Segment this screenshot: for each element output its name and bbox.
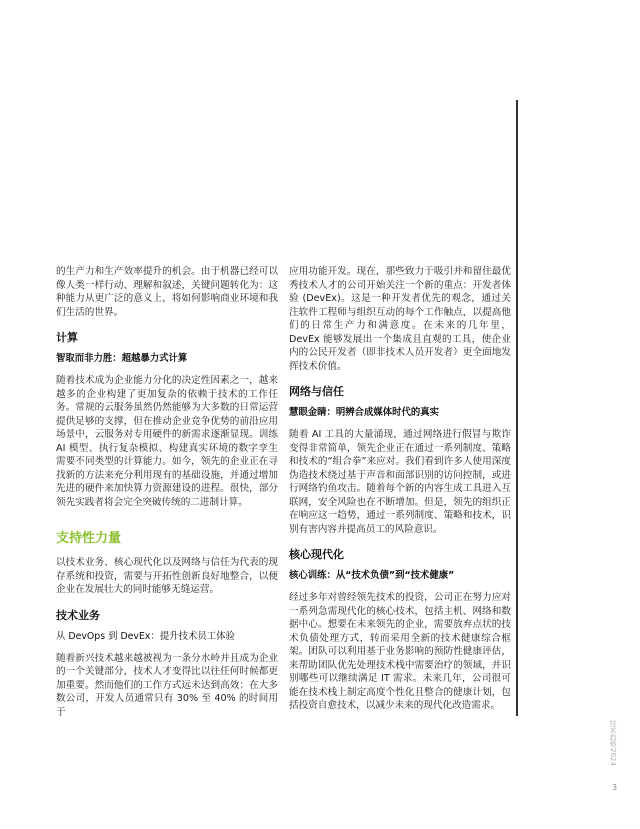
section-heading-support: 支持性力量 [56, 531, 122, 546]
subheading-compute: 智取而非力胜：超越暴力式计算 [56, 353, 188, 364]
trust-body: 随着 AI 工具的大量涌现，通过网络进行假冒与欺诈变得非常简单，领先企业正在通过一系列制度、策略和技术的“组合拳”来应对。我们看到许多人使用深度伪造技术绕过基于声音和面部识别的访问控制，或进行网络钓鱼攻击。随着每个新的内容生成工具进入互联网，安全风险也在不断增加。但是，领先的组织正在响应这一趋势，通过一系列制度、策略和技术，识别有害内容并提高员工的风险意识。 [289, 429, 511, 535]
subheading-tech-business: 从 DevOps 到 DevEx：提升技术员工体验 [56, 630, 235, 642]
compute-body: 随着技术成为企业能力分化的决定性因素之一，越来越多的企业构建了更加复杂的依赖于技术的工作任务。常规的云服务虽然仍然能够为大多数的日常运营提供足够的支撑，但在推动企业竞争优势的前沿应用场景中，云服务对专用硬件的新需求逐渐显现。训练 AI 模型、执行复杂模拟、构建真实环境的数字孪生需要不同类型的计算能力。如今，领先的企业正在寻找新的方法来充分利用现有的基础设施，并通过增加先进的硬件来加快算力资源建设的进程。很快，部分领先实践者将会完全突破传统的二进制计算。 [56, 375, 278, 508]
core-body: 经过多年对曾经领先技术的投资，公司正在努力应对一系列急需现代化的核心技术，包括主机、网络和数据中心。想要在未来领先的企业，需要放弃点状的技术负债处理方式，转而采用全新的技术健康综合框架。团队可以利用基于业务影响的预防性健康评估，来帮助团队优先处理技术栈中需要治疗的领域，并识别哪些可以继续满足 IT 需求。未来几年，公司很可能在技术栈上制定高度个性化且整合的健康计划，包括投资自愈技术，以减少未来的现代化改造需求。 [289, 592, 511, 711]
page-number: 3 [612, 783, 618, 792]
side-label: 技术趋势2024 [609, 720, 617, 766]
support-body: 以技术业务、核心现代化以及网络与信任为代表的现存系统和投资，需要与开拓性创新良好地整合，以便企业在发展壮大的同时能够无缝运营。 [56, 557, 278, 595]
subheading-trust: 慧眼金睛：明辨合成媒体时代的真实 [289, 407, 440, 418]
section-heading-core: 核心现代化 [289, 548, 344, 561]
divider-line [516, 100, 518, 716]
section-heading-tech-business: 技术业务 [56, 608, 100, 622]
right-column [289, 265, 511, 713]
intro-paragraph-end: 的生产力和生产效率提升的机会。由于机器已经可以像人类一样行动、理解和叙述，关键问题转化为：这种能力从更广泛的意义上，将如何影响商业环境和我们生活的世界。 [56, 266, 278, 318]
section-heading-trust: 网络与信任 [289, 385, 344, 398]
devex-body: 应用功能开发。现在，那些致力于吸引并和留住最优秀技术人才的公司开始关注一个新的重点：开发者体验 (DevEx)。这是一种开发者优先的观念，通过关注软件工程师与组织互动的每个工作触点，以提高他们的日常生产力和满意度。在未来的几年里，DevEx 能够发展出一个集成且直观的工具，使企业内的公民开发者（即非技术人员开发者）更全面地发挥技术价值。 [289, 266, 511, 372]
section-heading-compute: 计算 [56, 331, 78, 344]
left-column [56, 265, 278, 719]
biz-body: 随着新兴技术越来越被视为一条分水岭并且成为企业的一个关键部分，技术人才变得比以往任何时候都更加重要。然而他们的工作方式远未达到高效：在大多数公司，开发人员通常只有 30% 至 40% 的时间用于 [56, 652, 278, 718]
subheading-core: 核心训练：从“技术负债”到“技术健康” [289, 570, 455, 581]
